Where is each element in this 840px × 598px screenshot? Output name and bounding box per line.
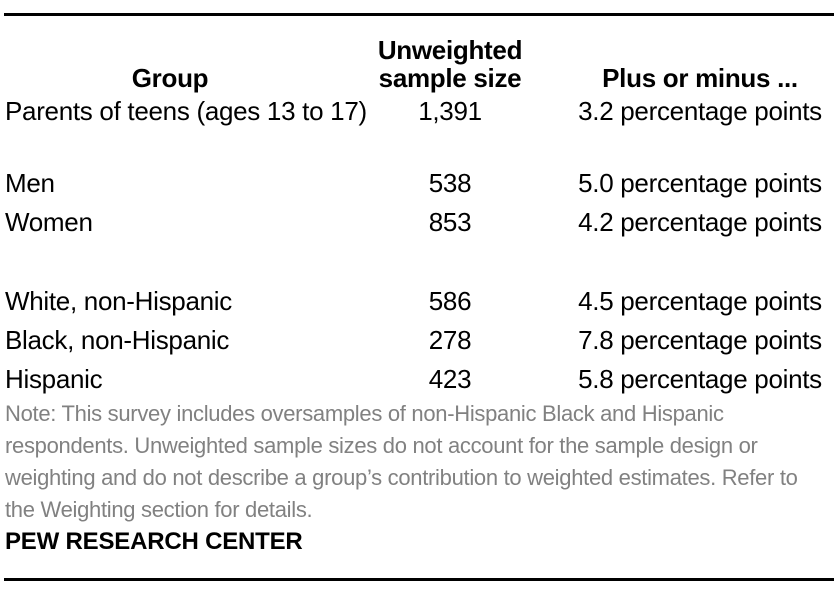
group-label: Men bbox=[5, 168, 55, 198]
group-label: Hispanic bbox=[5, 364, 103, 394]
brand-footer: PEW RESEARCH CENTER bbox=[5, 528, 303, 555]
table-row-black-non-hispanic bbox=[0, 321, 840, 360]
margin-of-error-value: 7.8 percentage points bbox=[578, 325, 822, 355]
section-gap bbox=[0, 242, 840, 282]
top-rule bbox=[4, 13, 834, 16]
group-label: Parents of teens (ages 13 to 17) bbox=[5, 96, 367, 126]
table-row-men bbox=[0, 164, 840, 203]
group-label: White, non-Hispanic bbox=[5, 286, 232, 316]
margin-of-error-value: 3.2 percentage points bbox=[578, 96, 822, 126]
bottom-rule bbox=[4, 578, 834, 581]
margin-of-error-value: 4.5 percentage points bbox=[578, 286, 822, 316]
col-header-unweighted-sample-size: Unweighted sample size bbox=[377, 35, 523, 93]
sample-size-value: 586 bbox=[428, 286, 472, 316]
sample-size-value: 1,391 bbox=[418, 96, 482, 126]
sample-size-value: 278 bbox=[428, 325, 472, 355]
group-label: Women bbox=[5, 207, 93, 237]
col-header-plus-or-minus: Plus or minus ... bbox=[602, 63, 798, 93]
col-header-group: Group bbox=[131, 63, 209, 93]
table-row-women bbox=[0, 203, 840, 242]
table-row-parents-of-teens bbox=[0, 92, 840, 131]
table-note: Note: This survey includes oversamples of non-Hispanic Black and Hispanic respondents. Unweighted sample sizes do not account for the sample design or weighting and do not describe a group’s contribution to weighted estimates. Refer to the Weighting section for details. bbox=[5, 401, 798, 522]
section-gap bbox=[0, 131, 840, 164]
margin-of-error-value: 5.0 percentage points bbox=[578, 168, 822, 198]
sample-size-value: 423 bbox=[428, 364, 472, 394]
table-header-row bbox=[0, 34, 840, 92]
sample-size-value: 853 bbox=[428, 207, 472, 237]
margin-of-error-value: 5.8 percentage points bbox=[578, 364, 822, 394]
group-label: Black, non-Hispanic bbox=[5, 325, 230, 355]
sample-size-value: 538 bbox=[428, 168, 472, 198]
table-row-white-non-hispanic bbox=[0, 282, 840, 321]
margin-of-error-value: 4.2 percentage points bbox=[578, 207, 822, 237]
table-body bbox=[0, 92, 840, 399]
table-row-hispanic bbox=[0, 360, 840, 399]
